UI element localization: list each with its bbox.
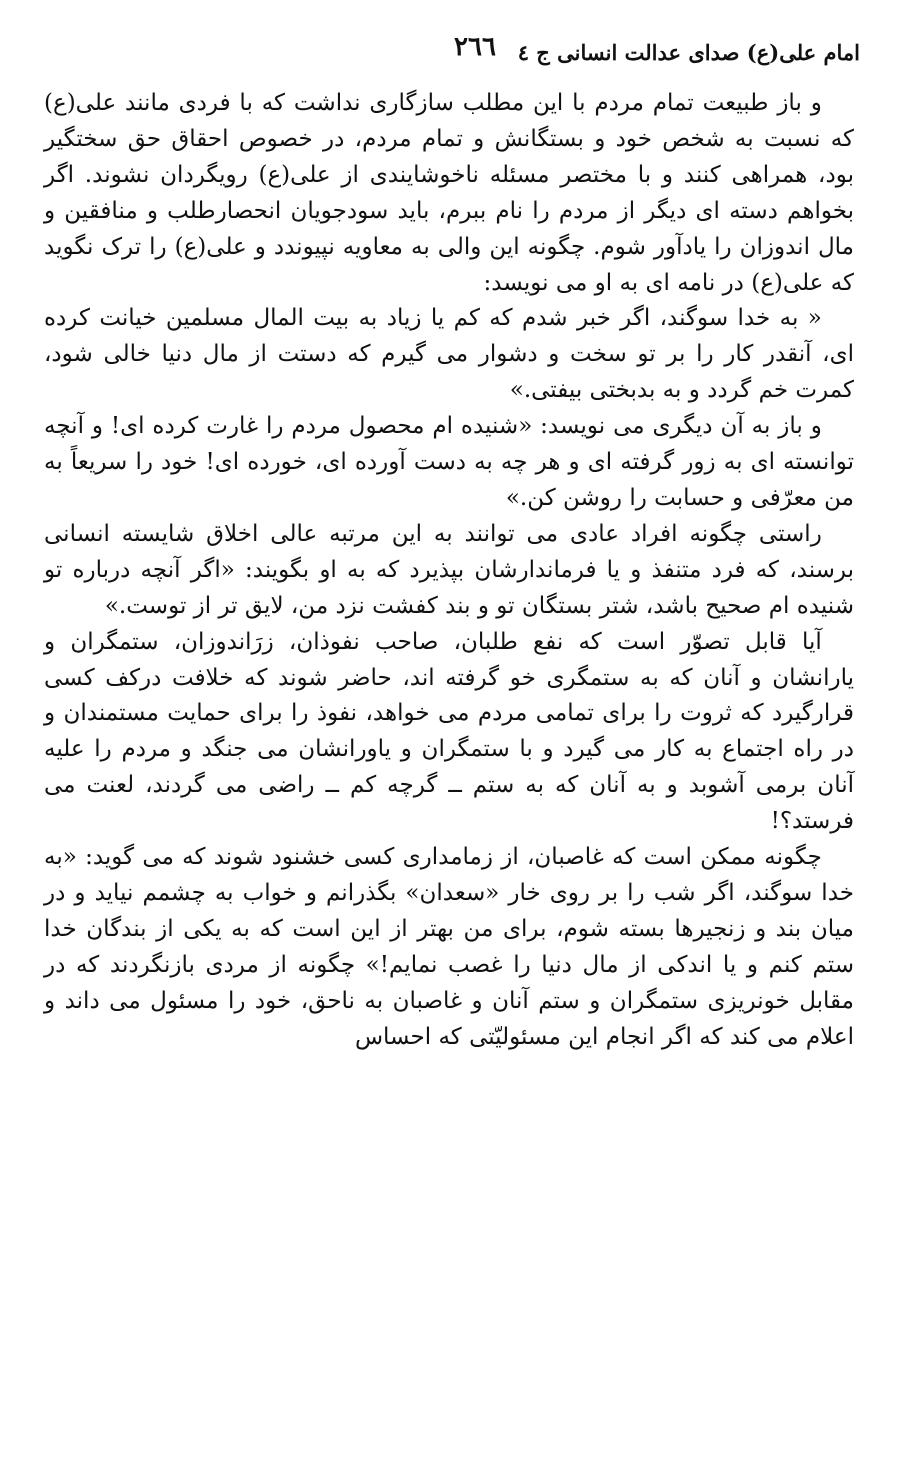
paragraph: چگونه ممکن است که غاصبان، از زمامداری کسی خشنود شوند که می گوید: «به خدا سوگند، اگر شب را بر روی خار «سعدان» بگذرانم و خواب به چشمم نیاید و در میان بند و زنجیرها بسته شوم، برای من بهتر از این است که به یکی از بندگان خدا ستم کنم و یا اندکی از مال دنیا را غصب نمایم!» چگونه از مردی بازنگردند که در مقابل خونریزی ستمگران و ستم آنان و غاصبان به ناحق، خود را مسئول می داند و اعلام می کند که اگر انجام این مسئولیّتی که احساس: [44, 844, 854, 1050]
paragraph: آیا قابل تصوّر است که نفع طلبان، صاحب نفوذان، زرَاندوزان، ستمگران و یارانشان و آنان که به ستمگری خو گرفته اند، حاضر شوند که خلافت درکف کسی قرارگیرد که ثروت را برای تمامی مردم می خواهد، نفوذ را برای حمایت مستمندان و در راه اجتماع به کار می گیرد و با ستمگران و یاورانشان می جنگد و مردم را علیه آنان برمی آشوبد و به آنان که به ستم ــ گرچه کم ــ راضی می گردند، لعنت می فرستد؟!: [44, 628, 854, 835]
quote-paragraph: « به خدا سوگند، اگر خبر شدم که کم یا زیاد به بیت المال مسلمین خیانت کرده ای، آنقدر کار را بر تو سخت و دشوار می گیرم که دستت از مال دنیا خالی شود، کمرت خم گردد و به بدبختی بیفتی.»: [44, 305, 854, 404]
paragraph: و باز به آن دیگری می نویسد: «شنیده ام محصول مردم را غارت کرده ای! و آنچه توانسته ای به زور گرفته ای و هر چه به دست آورده ای، خورده ای! خود را سریعاً به من معرّفی و حسابت را روشن کن.»: [44, 413, 854, 511]
running-title: امام علی(ع) صدای عدالت انسانی ج ٤: [517, 40, 860, 65]
page-number: ٢٦٦: [454, 32, 496, 62]
page-body: [44, 86, 854, 1055]
paragraph: و باز طبیعت تمام مردم با این مطلب سازگاری نداشت که با فردی مانند علی(ع) که نسبت به شخص خود و بستگانش و تمام مردم، در خصوص احقاق حق سختگیر بود، همراهی کنند و با مختصر مسئله ناخوشایندی از علی(ع) رویگردان نشوند. اگر بخواهم دسته ای دیگر از مردم را نام ببرم، باید سودجویان انحصارطلب و منافقین و مال اندوزان را یادآور شوم. چگونه این والی به معاویه نپیوندد و علی(ع) را ترک نگوید که علی(ع) در نامه ای به او می نویسد:: [44, 90, 854, 296]
paragraph: راستی چگونه افراد عادی می توانند به این مرتبه عالی اخلاق شایسته انسانی برسند، که فرد متنفذ و یا فرماندارشان بپذیرد که به او بگویند: «اگر آنچه درباره تو شنیده ام صحیح باشد، شتر بستگان تو و بند کفشت نزد من، لایق تر از توست.»: [44, 520, 854, 619]
page-header: [40, 30, 860, 70]
